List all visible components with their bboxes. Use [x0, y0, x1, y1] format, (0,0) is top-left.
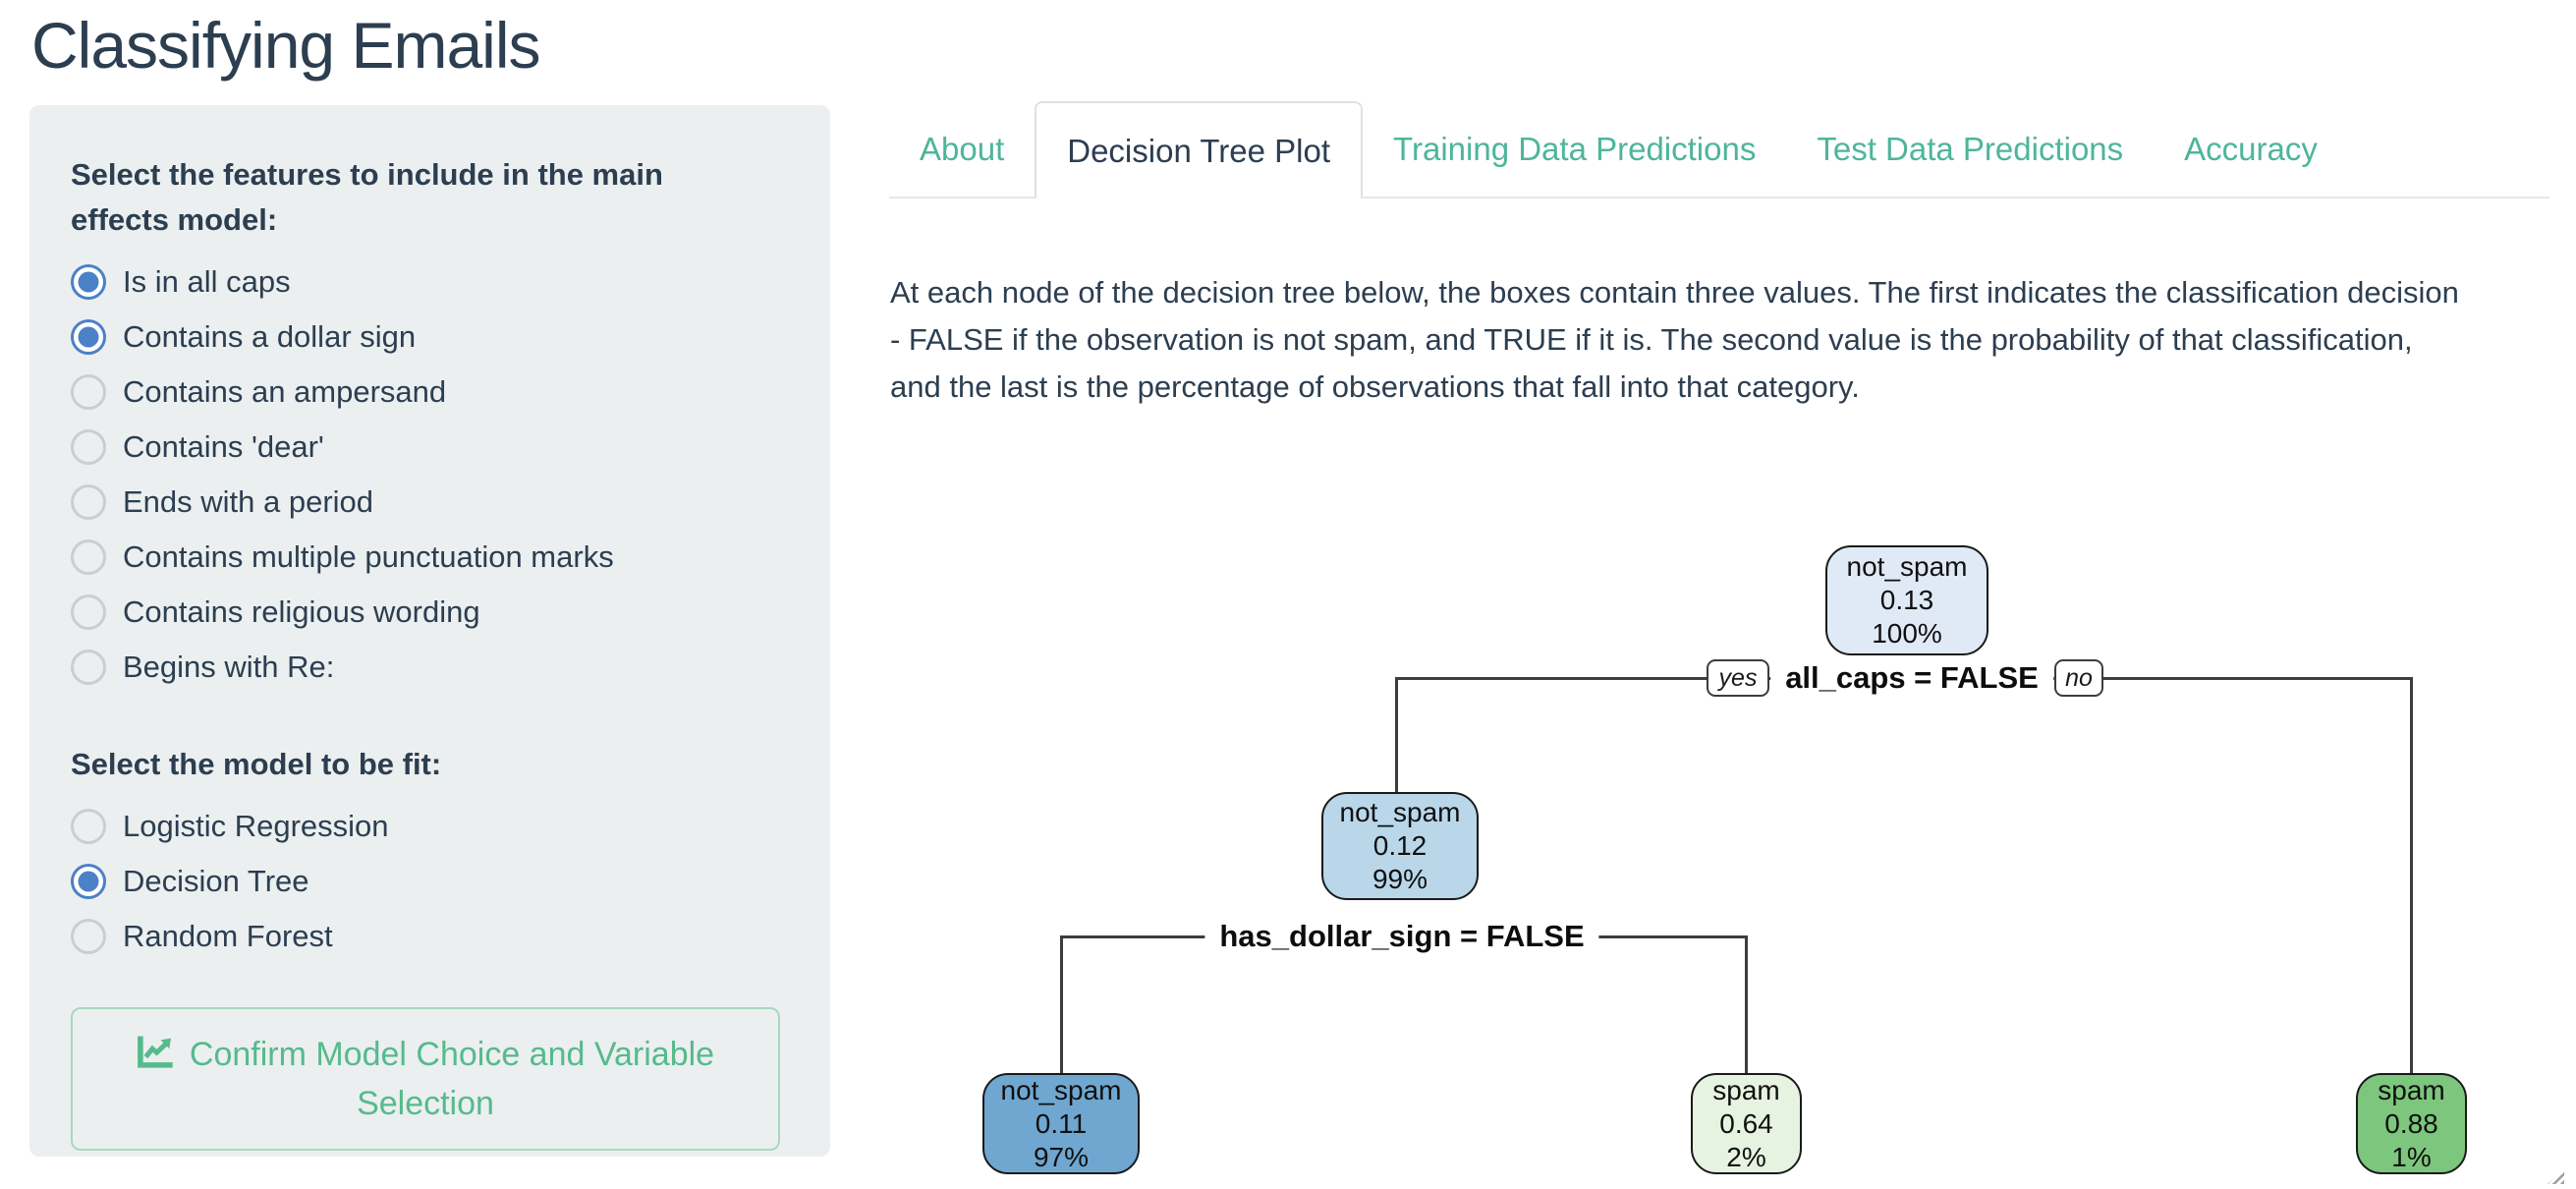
node-probability: 0.64 [1719, 1107, 1773, 1139]
feature-option-label: Contains 'dear' [123, 429, 324, 464]
node-class: spam [1712, 1074, 1780, 1105]
radio-icon[interactable] [71, 864, 106, 899]
feature-option-label: Ends with a period [123, 484, 374, 519]
tab-accuracy[interactable]: Accuracy [2184, 130, 2318, 167]
node-percentage: 99% [1372, 864, 1428, 894]
node-probability: 0.13 [1879, 585, 1934, 615]
feature-option-all-caps[interactable] [71, 255, 801, 310]
node-probability: 0.12 [1372, 830, 1428, 861]
features-checkbox-group [71, 255, 801, 695]
branch-no-label: no [2054, 659, 2103, 697]
page-title: Classifying Emails [31, 9, 540, 82]
features-group-label: Select the features to include in the main effects model: [71, 157, 663, 237]
branch-line-split2-right-vertical [1745, 935, 1748, 1074]
node-percentage: 2% [1726, 1141, 1766, 1172]
tab-test-data-predictions[interactable]: Test Data Predictions [1817, 130, 2124, 167]
plot-resize-grip[interactable] [2548, 1169, 2564, 1184]
tree-description-text: At each node of the decision tree below, the boxes contain three values. The first indicates the classification decision - FALSE if the observation is not spam, and TRUE if it is. The second value is the probability of that classification, and the last is the percentage of observations that fall into that category. [890, 275, 2459, 404]
tree-leaf-spam-small [1691, 1073, 1802, 1174]
feature-option-label: Contains multiple punctuation marks [123, 539, 614, 574]
node-class: not_spam [1846, 551, 1968, 582]
chart-line-icon [137, 1034, 176, 1069]
checkbox-icon[interactable] [71, 594, 106, 630]
feature-option-label: Contains an ampersand [123, 374, 447, 409]
model-group-label: Select the model to be fit: [71, 747, 442, 781]
radio-icon[interactable] [71, 809, 106, 844]
model-option-label: Logistic Regression [123, 809, 389, 843]
feature-option-punctuation[interactable] [71, 530, 801, 585]
model-option-decision-tree[interactable] [71, 854, 801, 909]
checkbox-icon[interactable] [71, 539, 106, 575]
tab-bar [889, 101, 2549, 198]
checkbox-icon[interactable] [71, 650, 106, 685]
feature-option-dear[interactable] [71, 420, 801, 475]
checkbox-icon[interactable] [71, 264, 106, 300]
feature-option-label: Contains a dollar sign [123, 319, 417, 354]
node-class: spam [2378, 1074, 2445, 1105]
model-option-random-forest[interactable] [71, 909, 801, 964]
node-probability: 0.11 [1035, 1107, 1088, 1139]
split-condition-all-caps: all_caps = FALSE [1770, 655, 2053, 701]
tree-node-internal [1321, 792, 1479, 900]
feature-option-label: Begins with Re: [123, 650, 335, 684]
feature-option-label: Is in all caps [123, 264, 291, 299]
branch-line-split1-left-vertical [1395, 677, 1398, 792]
branch-yes-label: yes [1707, 659, 1769, 697]
checkbox-icon[interactable] [71, 319, 106, 355]
branch-line-split2-left-vertical [1060, 935, 1063, 1074]
node-percentage: 97% [1033, 1141, 1090, 1172]
sidebar-panel [29, 105, 830, 1157]
split-condition-has-dollar-sign: has_dollar_sign = FALSE [1204, 914, 1598, 959]
feature-option-ampersand[interactable] [71, 365, 801, 420]
feature-option-period[interactable] [71, 475, 801, 530]
feature-option-begins-re[interactable] [71, 640, 801, 695]
tab-decision-tree-plot[interactable]: Decision Tree Plot [1035, 101, 1363, 198]
checkbox-icon[interactable] [71, 484, 106, 520]
branch-line-split1-right-vertical [2410, 677, 2413, 1074]
checkbox-icon[interactable] [71, 429, 106, 465]
feature-option-label: Contains religious wording [123, 594, 480, 629]
decision-tree-plot [889, 423, 2559, 1189]
node-class: not_spam [1000, 1074, 1122, 1105]
node-probability: 0.88 [2384, 1107, 2438, 1139]
feature-option-dollar-sign[interactable] [71, 310, 801, 365]
feature-option-religious[interactable] [71, 585, 801, 640]
node-class: not_spam [1339, 797, 1461, 827]
tab-about[interactable]: About [920, 130, 1005, 167]
model-option-logistic-regression[interactable] [71, 799, 801, 854]
model-option-label: Random Forest [123, 919, 333, 953]
model-option-label: Decision Tree [123, 864, 309, 898]
tree-leaf-not-spam [982, 1073, 1140, 1174]
node-percentage: 100% [1872, 618, 1942, 649]
confirm-model-button-text: Confirm Model Choice and Variable Selection [111, 1030, 740, 1128]
tab-training-data-predictions[interactable]: Training Data Predictions [1393, 130, 1757, 167]
checkbox-icon[interactable] [71, 374, 106, 410]
tree-leaf-spam [2356, 1073, 2467, 1174]
node-percentage: 1% [2391, 1141, 2432, 1172]
tree-node-root [1825, 545, 1988, 655]
confirm-model-button[interactable] [71, 1007, 780, 1151]
radio-icon[interactable] [71, 919, 106, 954]
model-radio-group [71, 799, 801, 964]
